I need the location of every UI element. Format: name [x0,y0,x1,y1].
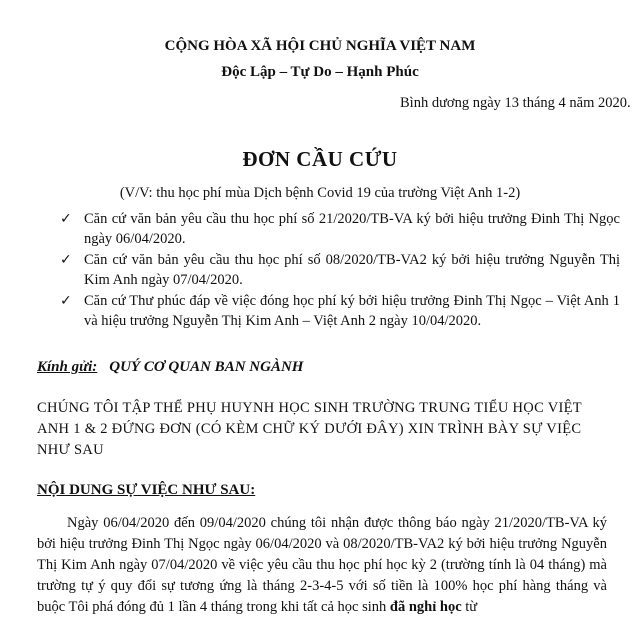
basis-list [60,209,620,332]
checkmark-icon: ✓ [60,252,72,268]
body-tail-text: từ [465,599,478,615]
body-paragraph [37,513,607,618]
national-motto: Độc Lập – Tự Do – Hạnh Phúc [221,64,419,80]
document-subject: (V/V: thu học phí mùa Dịch bệnh Covid 19 của trường Việt Anh 1-2) [119,185,521,201]
list-item [60,209,620,249]
section-heading: NỘI DUNG SỰ VIỆC NHƯ SAU: [37,482,256,498]
document-title: ĐƠN CẦU CỨU [242,147,398,171]
addressee-value: QUÝ CƠ QUAN BAN NGÀNH [109,359,304,375]
document-date: Bình dương ngày 13 tháng 4 năm 2020. [400,95,631,111]
list-item [60,291,620,331]
national-title: CỘNG HÒA XÃ HỘI CHỦ NGHĨA VIỆT NAM [164,38,476,54]
list-item-text: Căn cứ Thư phúc đáp về việc đóng học phí ký bởi hiệu trưởng Đinh Thị Ngọc – Việt Anh 1 và hiệu trưởng Nguyễn Thị Kim Anh – Việt Anh 2 ngày 10/04/2020. [84,293,620,329]
addressee-line [37,359,303,376]
checkmark-icon: ✓ [60,293,72,309]
list-item-text: Căn cứ văn bản yêu cầu thu học phí số 08/2020/TB-VA2 ký bởi hiệu trưởng Nguyễn Thị Kim Anh ngày 07/04/2020. [84,252,620,288]
addressee-label: Kính gửi: [37,359,98,375]
list-item-text: Căn cứ văn bản yêu cầu thu học phí số 21/2020/TB-VA ký bởi hiệu trưởng Đinh Thị Ngọc ngày 06/04/2020. [84,211,620,247]
list-item [60,250,620,290]
body-bold-text: đã nghỉ học [389,599,462,615]
checkmark-icon: ✓ [60,211,72,227]
intro-paragraph: CHÚNG TÔI TẬP THỂ PHỤ HUYNH HỌC SINH TRƯỜNG TRUNG TIỂU HỌC VIỆT ANH 1 & 2 ĐỨNG ĐƠN (CÓ KÈM CHỮ KÝ DƯỚI ĐÂY) XIN TRÌNH BÀY SỰ VIỆC NHƯ SAU [37,400,582,458]
body-text: Ngày 06/04/2020 đến 09/04/2020 chúng tôi nhận được thông báo ngày 21/2020/TB-VA ký bởi hiệu trưởng Đinh Thị Ngọc ngày 06/04/2020 và 08/2020/TB-VA2 ký bởi hiệu trưởng Nguyễn Thị Kim Anh ngày 07/04/2020 về việc yêu cầu thu học phí học kỳ 2 (trường tính là 04 tháng) mà trường tự ý quy đổi sự tương ứng là tháng 2-3-4-5 với số tiền là 100% học phí hàng tháng và buộc Tôi phá đóng đủ 1 lần 4 tháng trong khi tất cả học sinh [37,515,607,615]
